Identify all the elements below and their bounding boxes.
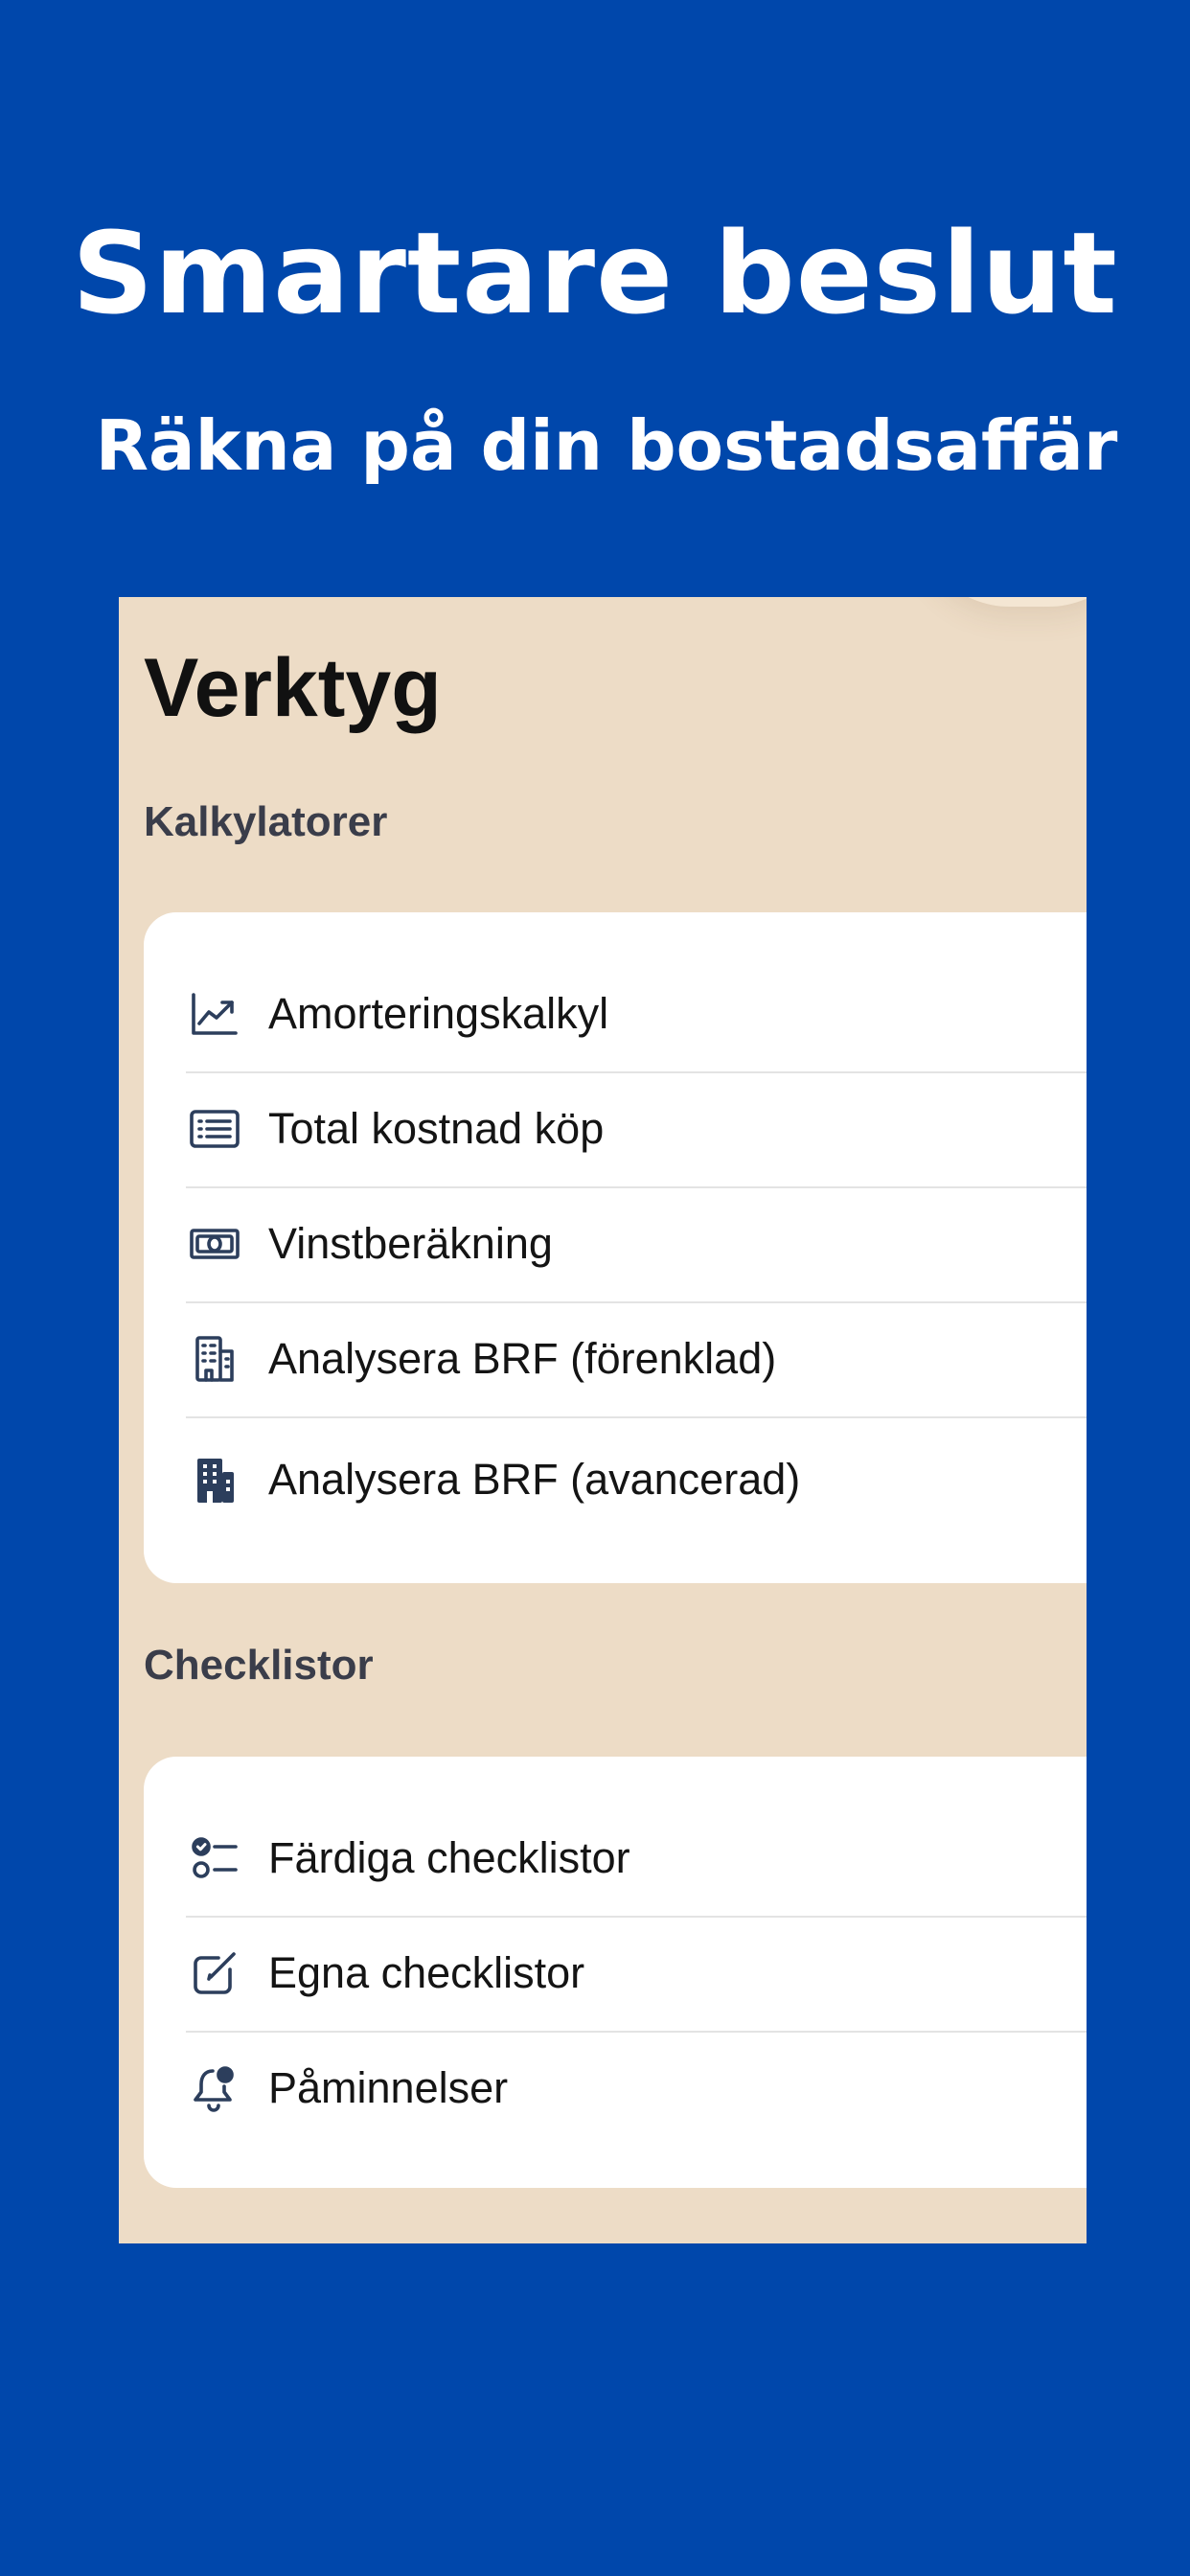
- edit-square-icon: [186, 1944, 243, 2002]
- receipt-list-icon: [186, 1100, 243, 1158]
- list-item-label: Analysera BRF (avancerad): [268, 1455, 801, 1504]
- list-item-fardiga-checklistor[interactable]: [186, 1801, 1087, 1918]
- list-item-paminnelser[interactable]: [186, 2031, 1087, 2146]
- building-filled-icon: [186, 1451, 243, 1508]
- list-item-analysera-brf-forenklad[interactable]: [186, 1301, 1087, 1418]
- bell-badge-icon: [186, 2059, 243, 2117]
- section-header-checklistor: Checklistor: [144, 1642, 374, 1689]
- checklist-icon: [186, 1829, 243, 1887]
- building-outline-icon: [186, 1330, 243, 1388]
- list-item-total-kostnad[interactable]: [186, 1071, 1087, 1188]
- list-item-label: Amorteringskalkyl: [268, 989, 609, 1038]
- page-title: Verktyg: [144, 642, 442, 734]
- list-item-label: Färdiga checklistor: [268, 1833, 630, 1882]
- list-item-egna-checklistor[interactable]: [186, 1916, 1087, 2033]
- list-item-vinstberakning[interactable]: [186, 1186, 1087, 1303]
- chart-line-icon: [186, 985, 243, 1043]
- list-item-label: Total kostnad köp: [268, 1104, 605, 1153]
- hero-subtitle: Räkna på din bostadsaffär: [95, 405, 1118, 486]
- list-item-label: Påminnelser: [268, 2063, 509, 2112]
- hero-title: Smartare beslut: [72, 207, 1118, 339]
- banknote-icon: [186, 1215, 243, 1273]
- list-item-analysera-brf-avancerad[interactable]: [186, 1422, 1087, 1537]
- list-item-amorteringskalkyl[interactable]: [186, 956, 1087, 1073]
- list-item-label: Egna checklistor: [268, 1948, 585, 1997]
- app-screen: [119, 597, 1087, 2243]
- list-item-label: Analysera BRF (förenklad): [268, 1334, 777, 1383]
- list-item-label: Vinstberäkning: [268, 1219, 553, 1268]
- decorative-corner-shape: [914, 597, 1087, 607]
- checklists-card: [144, 1757, 1087, 2188]
- section-header-kalkylatorer: Kalkylatorer: [144, 798, 388, 845]
- calculators-card: [144, 912, 1087, 1583]
